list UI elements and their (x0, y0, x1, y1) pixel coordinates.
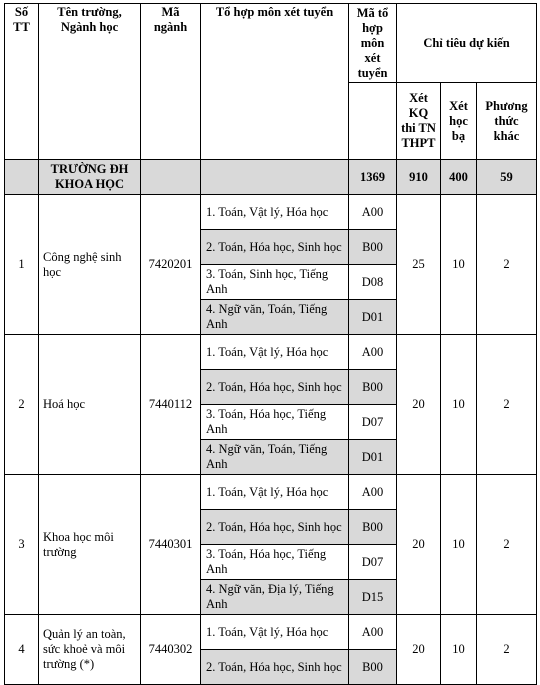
combination-name: 4. Ngữ văn, Toán, Tiếng Anh (201, 440, 349, 475)
table-body (5, 160, 537, 685)
combination-code: A00 (349, 195, 397, 230)
combination-name: 1. Toán, Vật lý, Hóa học (201, 475, 349, 510)
major-quota-other: 2 (477, 195, 537, 335)
major-code: 7440301 (141, 475, 201, 615)
combination-code: A00 (349, 475, 397, 510)
combination-code: D08 (349, 265, 397, 300)
school-total: 1369 (349, 160, 397, 195)
major-stt: 3 (5, 475, 39, 615)
header-blank (349, 83, 397, 160)
combination-name: 2. Toán, Hóa học, Sinh học (201, 510, 349, 545)
combination-name: 1. Toán, Vật lý, Hóa học (201, 615, 349, 650)
combination-name: 2. Toán, Hóa học, Sinh học (201, 230, 349, 265)
combination-name: 1. Toán, Vật lý, Hóa học (201, 195, 349, 230)
major-stt: 4 (5, 615, 39, 685)
combination-code: D15 (349, 580, 397, 615)
major-code: 7440112 (141, 335, 201, 475)
major-name: Công nghệ sinh học (39, 195, 141, 335)
major-quota-thpt: 20 (397, 335, 441, 475)
major-quota-other: 2 (477, 335, 537, 475)
header-stt: Số TT (5, 4, 39, 160)
major-quota-transcript: 10 (441, 475, 477, 615)
school-name: TRƯỜNG ĐH KHOA HỌC (39, 160, 141, 195)
major-quota-other: 2 (477, 475, 537, 615)
combination-code: D01 (349, 440, 397, 475)
school-code (141, 160, 201, 195)
major-quota-thpt: 20 (397, 615, 441, 685)
combination-name: 3. Toán, Hóa học, Tiếng Anh (201, 545, 349, 580)
major-code: 7440302 (141, 615, 201, 685)
header-combination-code: Mã tổ hợp môn xét tuyển (349, 4, 397, 83)
school-other: 59 (477, 160, 537, 195)
major-quota-other: 2 (477, 615, 537, 685)
combination-code: D07 (349, 545, 397, 580)
major-quota-transcript: 10 (441, 195, 477, 335)
header-major-code: Mã ngành (141, 4, 201, 160)
major-quota-thpt: 25 (397, 195, 441, 335)
combination-code: B00 (349, 230, 397, 265)
header-quota-transcript: Xét học bạ (441, 83, 477, 160)
header-combination: Tổ hợp môn xét tuyển (201, 4, 349, 160)
major-quota-transcript: 10 (441, 335, 477, 475)
combination-code: B00 (349, 370, 397, 405)
school-combination (201, 160, 349, 195)
combination-name: 2. Toán, Hóa học, Sinh học (201, 370, 349, 405)
major-stt: 1 (5, 195, 39, 335)
combination-code: A00 (349, 615, 397, 650)
table-row (5, 615, 537, 650)
combination-name: 1. Toán, Vật lý, Hóa học (201, 335, 349, 370)
combination-name: 4. Ngữ văn, Toán, Tiếng Anh (201, 300, 349, 335)
table-row (5, 195, 537, 230)
combination-name: 3. Toán, Hóa học, Tiếng Anh (201, 405, 349, 440)
combination-code: A00 (349, 335, 397, 370)
combination-code: B00 (349, 650, 397, 685)
major-quota-thpt: 20 (397, 475, 441, 615)
major-quota-transcript: 10 (441, 615, 477, 685)
combination-code: D01 (349, 300, 397, 335)
header-school-major: Tên trường, Ngành học (39, 4, 141, 160)
combination-code: D07 (349, 405, 397, 440)
major-name: Quản lý an toàn, sức khoẻ và môi trường (*) (39, 615, 141, 685)
table-row (5, 335, 537, 370)
header-quota-other: Phương thức khác (477, 83, 537, 160)
header-quota: Chỉ tiêu dự kiến (397, 4, 537, 83)
combination-code: B00 (349, 510, 397, 545)
school-thpt: 910 (397, 160, 441, 195)
table-row (5, 475, 537, 510)
major-stt: 2 (5, 335, 39, 475)
school-transcript: 400 (441, 160, 477, 195)
major-code: 7420201 (141, 195, 201, 335)
header-quota-thpt: Xét KQ thi TN THPT (397, 83, 441, 160)
combination-name: 2. Toán, Hóa học, Sinh học (201, 650, 349, 685)
major-name: Khoa học môi trường (39, 475, 141, 615)
combination-name: 3. Toán, Sinh học, Tiếng Anh (201, 265, 349, 300)
combination-name: 4. Ngữ văn, Địa lý, Tiếng Anh (201, 580, 349, 615)
admissions-table (4, 3, 537, 685)
school-row (5, 160, 537, 195)
major-name: Hoá học (39, 335, 141, 475)
school-stt (5, 160, 39, 195)
